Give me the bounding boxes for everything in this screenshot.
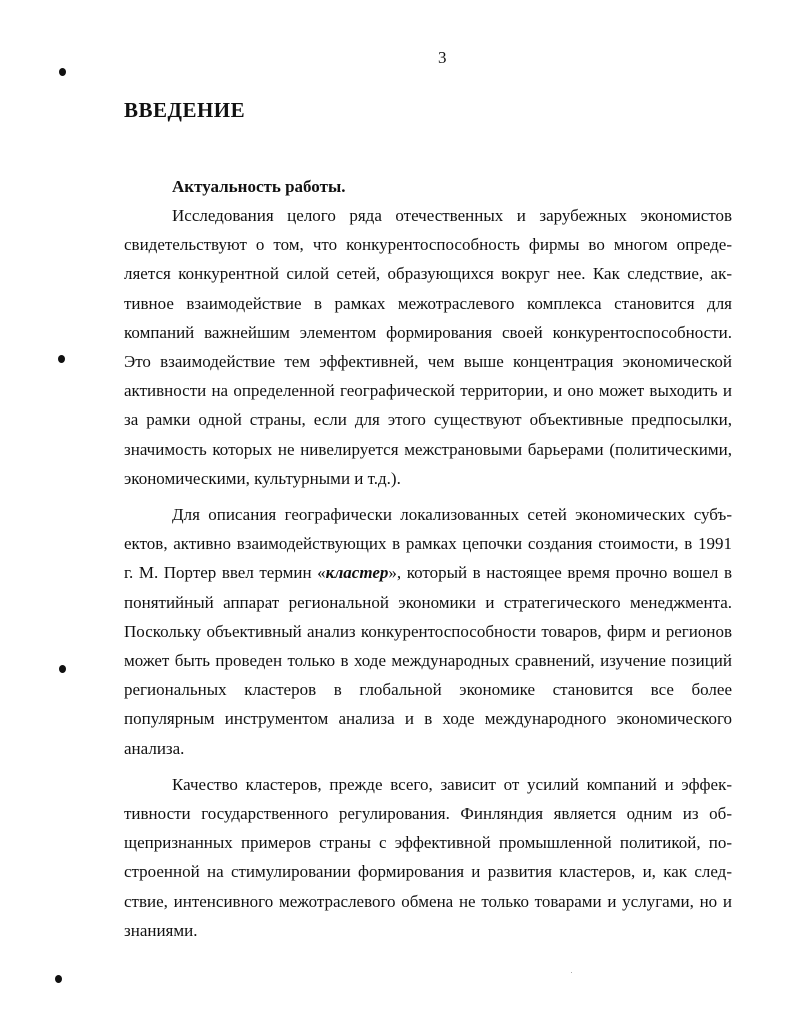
paragraph: Исследования целого ряда отечественных и зарубежных экономистов свидетельствуют о том, что конкурентоспособность фирмы во многом определяется конкурентной силой сетей, образующихся вокруг нее. Как следствие, активное взаимодействие в рамках межотраслевого комплекса становится для компаний важнейшим элементом формирования своей конкурентоспособности. Это взаимодействие тем эффективней, чем выше концентрация экономической активности на определенной географической территории, и оно может выходить и за рамки одной страны, если для этого существуют объективные предпосылки, значимость которых не нивелируется межстрановыми барьерами (политическими, экономическими, культурными и т.д.).: [124, 206, 732, 488]
emphasized-term: кластер: [325, 563, 389, 583]
binder-hole-mark: [55, 975, 62, 983]
paragraph: Качество кластеров, прежде всего, зависит от усилий компаний и эффективности государственного регулирования. Финляндия является одним из общепризнанных примеров страны с эффективной промышленной политикой, построенной на стимулировании формирования и развития кластеров, и, как следствие, интенсивного межотраслевого обмена не только товарами и услугами, но и знаниями.: [124, 774, 732, 940]
page-number: 3: [438, 48, 447, 67]
paragraph-text: Для описания географически локализованных сетей экономических субъектов, активно взаимодействующих в рамках цепочки создания стоимости, в 1991 г. М. Портер ввел термин «: [124, 505, 732, 583]
binder-hole-mark: [59, 665, 66, 673]
binder-hole-mark: [59, 68, 66, 76]
paragraph-text: », который в настоящее время прочно вошел в понятийный аппарат региональной экономики и стратегического менеджмента. Поскольку объективный анализ конкурентоспособности товаров, фирм и регионов может быть проведен только в ходе международных сравнений, изучение позиций региональных кластеров в глобальной экономике становится все более популярным инструментом анализа и в ходе международного экономического анализа.: [124, 563, 732, 758]
page-title: ВВЕДЕНИЕ: [124, 98, 246, 122]
binder-hole-mark: [58, 355, 65, 363]
scan-speck: [571, 972, 572, 973]
paragraph: [124, 500, 732, 763]
body-text: [124, 172, 732, 945]
section-subheading: Актуальность работы.: [172, 177, 346, 196]
